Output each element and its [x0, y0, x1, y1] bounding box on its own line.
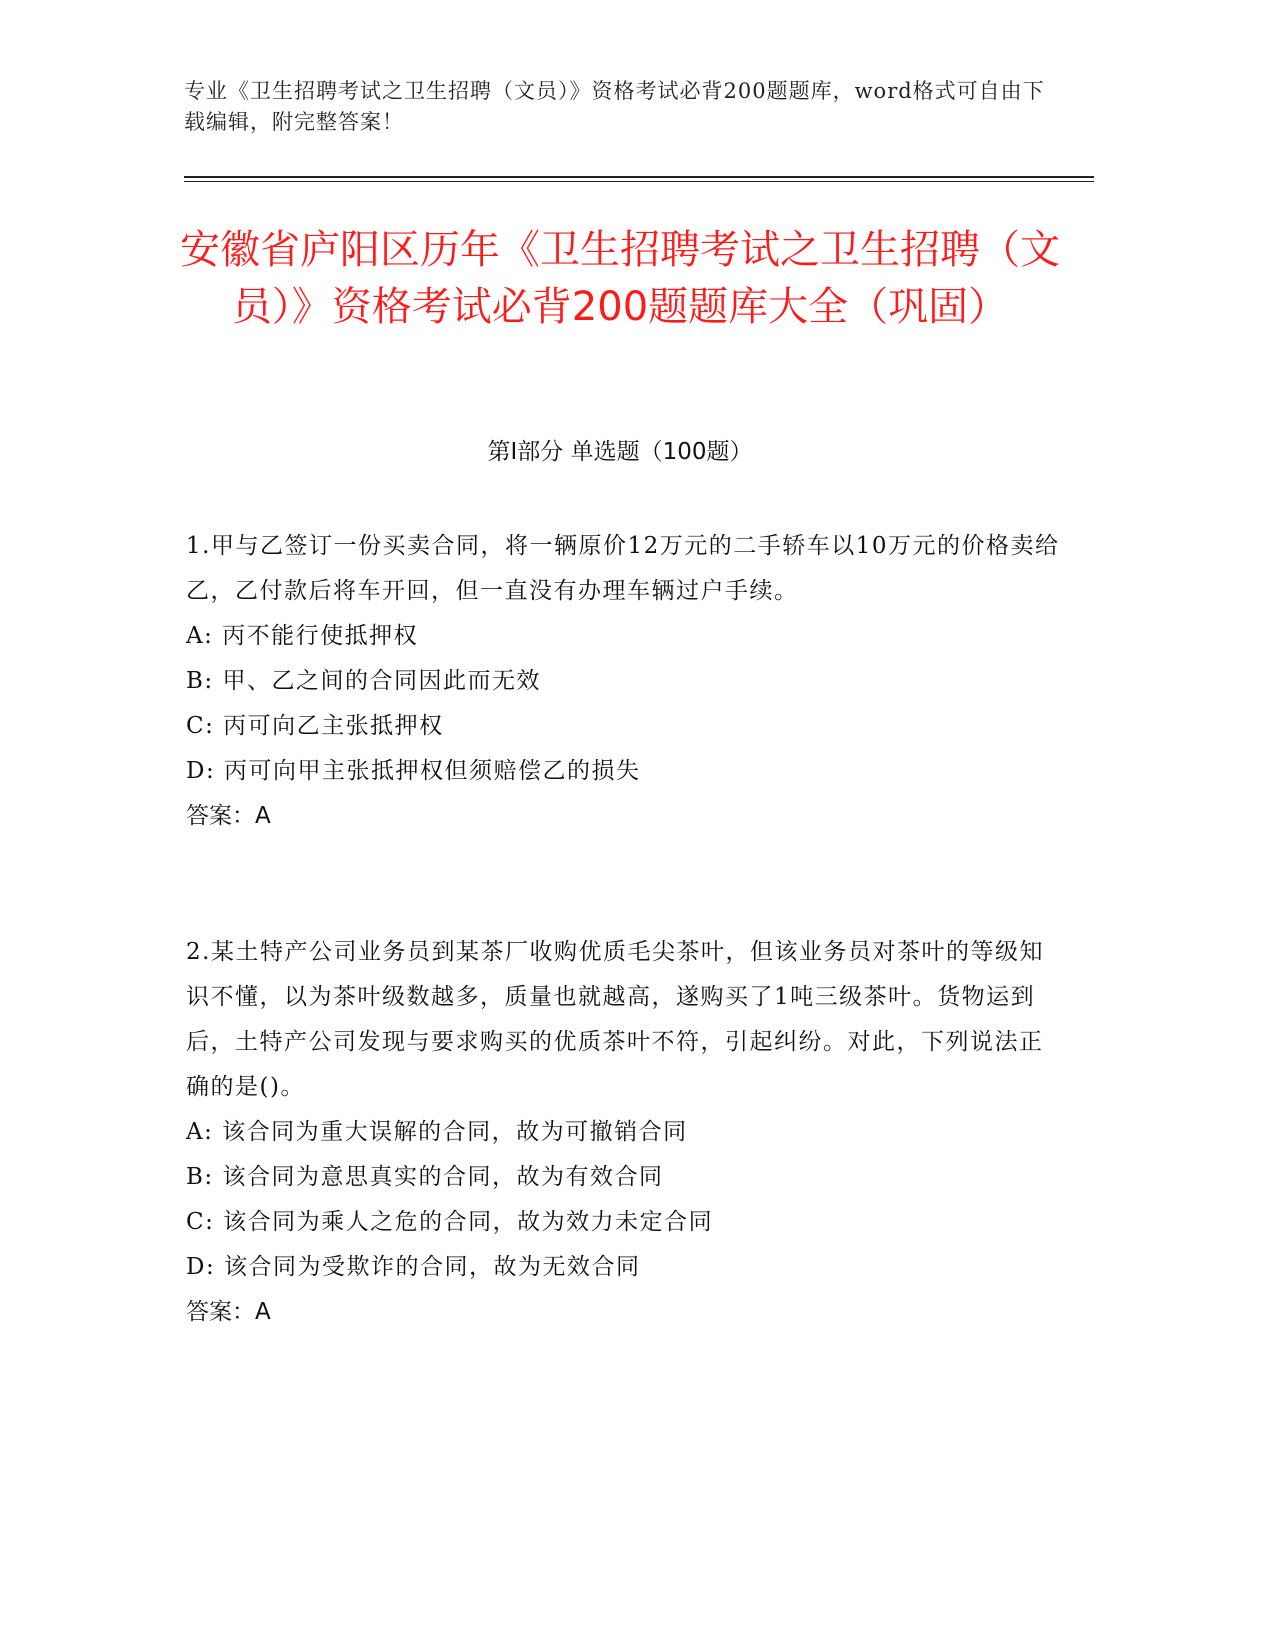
- option-b: B: 该合同为意思真实的合同，故为有效合同: [186, 1164, 664, 1190]
- option-a: A: 该合同为重大误解的合同，故为可撤销合同: [186, 1119, 688, 1145]
- header-divider-thin: [184, 181, 1094, 182]
- question-text: 1.甲与乙签订一份买卖合同，将一辆原价12万元的二手轿车以10万元的价格卖给乙，乙付款后将车开回，但一直没有办理车辆过户手续。: [186, 533, 1060, 604]
- section-title: 第I部分 单选题（100题）: [487, 439, 753, 465]
- header-divider-thick: [184, 176, 1094, 178]
- option-d: D: 丙可向甲主张抵押权但须赔偿乙的损失: [186, 758, 641, 784]
- question-1: [186, 524, 1066, 839]
- header-note: 专业《卫生招聘考试之卫生招聘（文员）》资格考试必背200题题库，word格式可自由下载编辑，附完整答案！: [184, 79, 1045, 134]
- answer: 答案：A: [186, 1299, 271, 1325]
- option-d: D: 该合同为受欺诈的合同，故为无效合同: [186, 1254, 641, 1280]
- question-2: [186, 930, 1066, 1335]
- option-a: A: 丙不能行使抵押权: [186, 623, 419, 649]
- document-title: 安徽省庐阳区历年《卫生招聘考试之卫生招聘（文员）》资格考试必背200题题库大全（巩固）: [180, 227, 1060, 330]
- question-text: 2.某土特产公司业务员到某茶厂收购优质毛尖茶叶，但该业务员对茶叶的等级知识不懂，以为茶叶级数越多，质量也就越高，遂购买了1吨三级茶叶。货物运到后，土特产公司发现与要求购买的优质茶叶不符，引起纠纷。对此，下列说法正确的是()。: [186, 939, 1044, 1100]
- option-c: C: 该合同为乘人之危的合同，故为效力未定合同: [186, 1209, 714, 1235]
- option-c: C: 丙可向乙主张抵押权: [186, 713, 444, 739]
- option-b: B: 甲、乙之间的合同因此而无效: [186, 668, 541, 694]
- answer: 答案：A: [186, 803, 271, 829]
